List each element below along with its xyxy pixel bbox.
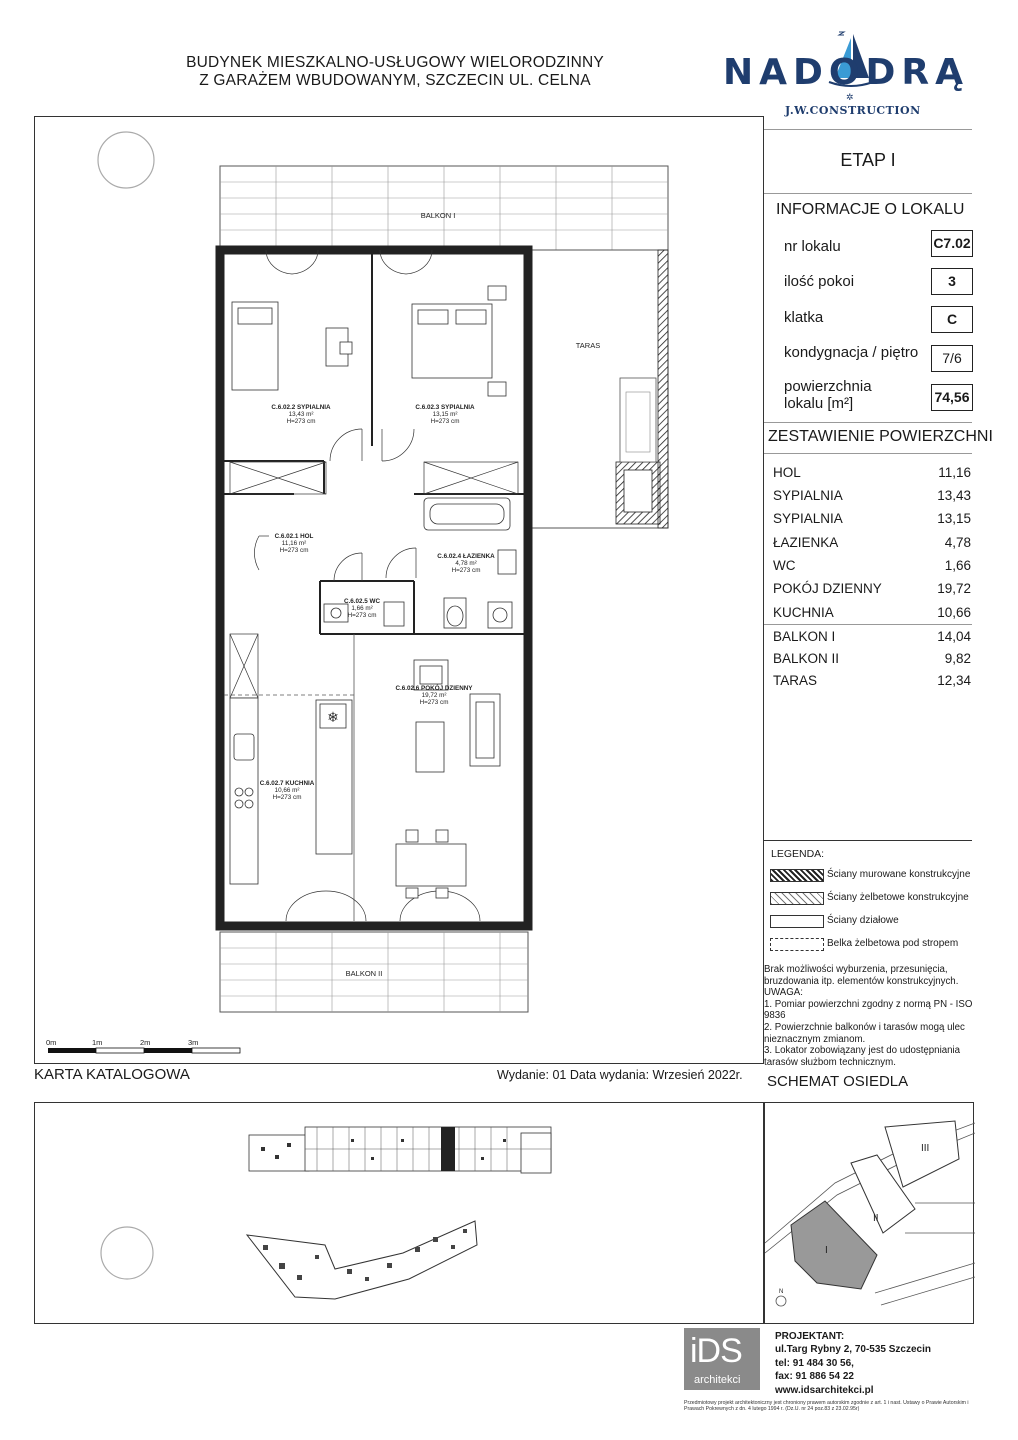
- room-height-sypialnia-1: H=273 cm: [286, 418, 316, 425]
- info-label-powierzchnia-line2: lokalu [m²]: [784, 395, 854, 412]
- living-room-furniture: [396, 660, 500, 898]
- partition-wall-swatch: [770, 915, 824, 928]
- info-label-powierzchnia: [784, 378, 872, 412]
- info-label-nr-lokalu: nr lokalu: [784, 238, 841, 255]
- room-height-kuchnia: H=273 cm: [272, 794, 302, 801]
- designer-line: ul.Targ Rybny 2, 70-535 Szczecin: [775, 1344, 931, 1356]
- note-line: 9836: [764, 1010, 786, 1022]
- site-label-ii: II: [873, 1213, 879, 1224]
- area-value: 19,72: [937, 581, 971, 596]
- room-code-kuchnia: C.6.02.7 KUCHNIA: [259, 780, 315, 787]
- divider: [764, 453, 972, 454]
- area-value: 13,15: [937, 511, 971, 526]
- designer-line: PROJEKTANT:: [775, 1331, 845, 1342]
- area-value: 13,43: [937, 488, 971, 503]
- room-area-sypialnia-2: 13,15 m²: [432, 411, 458, 418]
- info-label-klatka: klatka: [784, 309, 824, 326]
- bedroom-furniture: [232, 286, 506, 396]
- balkon-1-label: BALKON I: [420, 211, 456, 220]
- divider: [764, 129, 972, 130]
- room-height-sypialnia-2: H=273 cm: [430, 418, 460, 425]
- area-value: 9,82: [944, 651, 971, 666]
- site-north-label: N: [779, 1289, 784, 1295]
- room-code-sypialnia-2: C.6.02.3 SYPIALNIA: [415, 404, 475, 411]
- divider: [764, 422, 972, 423]
- etap-label: ETAP I: [840, 150, 896, 170]
- balkon-1-area: [220, 166, 668, 250]
- room-code-wc: C.6.02.5 WC: [343, 598, 381, 605]
- building-i-shape: [791, 1201, 877, 1289]
- site-label-i: I: [825, 1245, 828, 1256]
- area-name: TARAS: [773, 673, 818, 688]
- area-value: 1,66: [944, 558, 971, 573]
- note-line: UWAGA:: [764, 987, 803, 999]
- area-value: 12,34: [937, 673, 971, 688]
- freezer-icon: ❄: [327, 709, 339, 725]
- area-value: 11,16: [938, 465, 971, 480]
- concrete-wall-swatch: [770, 892, 824, 905]
- ids-architekci-logo: [684, 1328, 760, 1390]
- area-name: SYPIALNIA: [773, 488, 843, 503]
- note-line: 2. Powierzchnie balkonów i tarasów mogą ulec: [764, 1021, 965, 1033]
- designer-contact: [775, 1330, 931, 1397]
- title-line-1: BUDYNEK MIESZKALNO-USŁUGOWY WIELORODZINNY: [186, 54, 604, 71]
- scale-label-3: 3m: [188, 1038, 199, 1047]
- scale-label-2: 2m: [140, 1038, 151, 1047]
- selected-unit-marker: [441, 1127, 455, 1171]
- divider: [764, 193, 972, 194]
- divider: [764, 840, 972, 841]
- legend-label: Ściany działowe: [827, 915, 899, 926]
- info-value-powierzchnia: 74,56: [931, 384, 973, 411]
- notes: [764, 964, 974, 1068]
- document-title: [80, 54, 710, 90]
- designer-website-link[interactable]: www.idsarchitekci.pl: [775, 1384, 874, 1396]
- info-section-title: INFORMACJE O LOKALU: [776, 201, 965, 218]
- site-plan-outline: [247, 1221, 477, 1299]
- floor-plan: [34, 116, 764, 1064]
- room-area-lazienka: 4,78 m²: [455, 560, 477, 567]
- designer-line: fax: 91 886 54 22: [775, 1371, 854, 1383]
- ids-logo-sub: architekci: [694, 1374, 741, 1386]
- title-line-2: Z GARAŻEM WBUDOWANYM, SZCZECIN UL. CELNA: [199, 72, 591, 89]
- north-arrow-icon: [98, 132, 154, 188]
- info-value-klatka: C: [931, 306, 973, 333]
- info-label-ilosc-pokoi: ilość pokoi: [784, 273, 855, 290]
- room-height-hol: H=273 cm: [279, 547, 309, 554]
- area-name: SYPIALNIA: [773, 511, 843, 526]
- area-name: ŁAZIENKA: [773, 535, 839, 550]
- divider: [764, 624, 972, 625]
- taras-area: [528, 250, 668, 528]
- areas-section-title: ZESTAWIENIE POWIERZCHNI: [768, 428, 993, 445]
- site-label-iii: III: [921, 1143, 930, 1154]
- room-area-hol: 11,16 m²: [281, 540, 307, 547]
- ids-logo-main: iDS: [690, 1332, 742, 1370]
- room-code-hol: C.6.02.1 HOL: [274, 533, 314, 540]
- scale-label-1: 1m: [92, 1038, 103, 1047]
- site-scheme: [764, 1102, 974, 1324]
- area-value: 14,04: [937, 629, 971, 644]
- scale-bar: [46, 1038, 240, 1053]
- logo-subtitle: J.W.CONSTRUCTION: [785, 104, 921, 117]
- legend-title: LEGENDA:: [771, 848, 825, 860]
- area-name: POKÓJ DZIENNY: [773, 581, 882, 596]
- scale-label-0: 0m: [46, 1038, 57, 1047]
- building-key-plan: [34, 1102, 764, 1324]
- north-arrow-icon: [101, 1227, 153, 1279]
- area-name: HOL: [773, 465, 801, 480]
- room-code-sypialnia-1: C.6.02.2 SYPIALNIA: [271, 404, 331, 411]
- copyright-notice: Przedmiotowy projekt architektoniczny jest chroniony prawem autorskim zgodnie z art. 1 i nast. Ustawy o Prawie Autorskim i Prawach Pokrewnych z dn. 4 lutego 1994 r. (Dz.U. nr 24 poz.83 z 23.02.95r): [684, 1400, 969, 1413]
- legend-label: Belka żelbetowa pod stropem: [827, 938, 959, 949]
- edition-date: Wydanie: 01 Data wydania: Wrzesień 2022r.: [497, 1068, 743, 1082]
- room-area-kuchnia: 10,66 m²: [274, 787, 300, 794]
- taras-label: TARAS: [575, 341, 601, 350]
- room-height-lazienka: H=273 cm: [451, 567, 481, 574]
- info-label-kondygnacja: kondygnacja / piętro: [784, 344, 919, 361]
- site-north-icon: [776, 1296, 786, 1306]
- area-value: 10,66: [937, 605, 971, 620]
- room-area-wc: 1,66 m²: [351, 605, 373, 612]
- legend-label: Ściany żelbetowe konstrukcyjne: [827, 892, 969, 903]
- schemat-osiedla-label: SCHEMAT OSIEDLA: [767, 1073, 909, 1090]
- area-name: BALKON I: [773, 629, 836, 644]
- info-value-kondygnacja: 7/6: [931, 345, 973, 372]
- beam-swatch: [770, 938, 824, 951]
- logo-wordmark: NADODRĄ: [723, 52, 969, 93]
- nadodra-logo: [715, 30, 985, 125]
- area-value: 4,78: [944, 535, 971, 550]
- designer-line: tel: 91 484 30 56,: [775, 1357, 854, 1369]
- info-label-powierzchnia-line1: powierzchnia: [784, 378, 872, 395]
- note-line: 1. Pomiar powierzchni zgodny z normą PN - ISO: [764, 998, 973, 1010]
- room-area-sypialnia-1: 13,43 m²: [288, 411, 314, 418]
- room-height-wc: H=273 cm: [347, 612, 377, 619]
- note-line: tarasów służbom technicznym.: [764, 1056, 896, 1068]
- area-name: KUCHNIA: [773, 605, 834, 620]
- note-line: 3. Lokator zobowiązany jest do udostępniania: [764, 1045, 961, 1057]
- room-code-pokoj-dzienny: C.6.02.6 POKÓJ DZIENNY: [395, 685, 473, 692]
- site-scheme-drawing: [765, 1103, 975, 1325]
- building-key-plan-drawing: [35, 1103, 765, 1325]
- note-line: Brak możliwości wyburzenia, przesunięcia,: [764, 964, 948, 975]
- note-line: bruzdowania itp. elementów konstrukcyjnych.: [764, 975, 959, 987]
- building-iii-shape: [885, 1121, 959, 1187]
- info-value-ilosc-pokoi: 3: [931, 268, 973, 295]
- karta-katalogowa-label: KARTA KATALOGOWA: [34, 1066, 190, 1083]
- note-line: nieznacznym zmianom.: [764, 1033, 866, 1045]
- legend-label: Ściany murowane konstrukcyjne: [827, 869, 971, 880]
- info-value-nr-lokalu: C7.02: [931, 230, 973, 257]
- area-name: WC: [773, 558, 796, 573]
- balkon-2-label: BALKON II: [345, 969, 383, 978]
- room-code-lazienka: C.6.02.4 ŁAZIENKA: [437, 553, 495, 560]
- masonry-wall-swatch: [770, 869, 824, 882]
- room-area-pokoj-dzienny: 19,72 m²: [421, 692, 447, 699]
- logo-emblem-icon: ✲: [846, 92, 854, 102]
- room-height-pokoj-dzienny: H=273 cm: [419, 699, 449, 706]
- area-name: BALKON II: [773, 651, 840, 666]
